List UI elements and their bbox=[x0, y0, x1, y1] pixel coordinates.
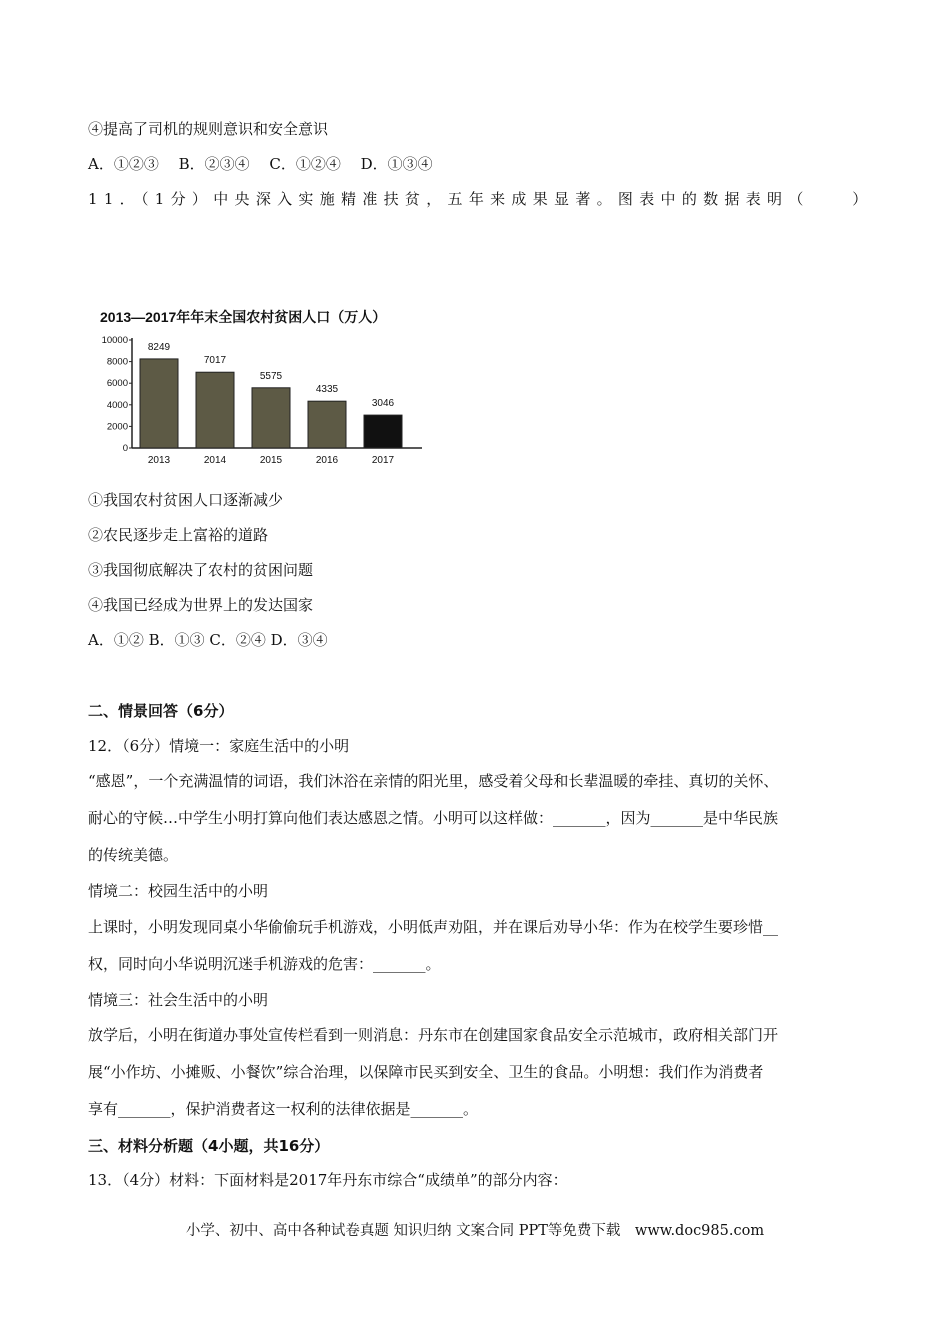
data-label-2015: 5575 bbox=[259, 370, 283, 382]
q12-scene3-line3: 享有_______，保护消费者这一权利的法律依据是_______。 bbox=[88, 1100, 479, 1118]
category-label-2016: 2016 bbox=[315, 455, 339, 466]
q11-options: A．①② B．①③ C．②④ D．③④ bbox=[88, 631, 328, 649]
q11-item-2: ②农民逐步走上富裕的道路 bbox=[88, 526, 269, 544]
q12-scene2-line1: 上课时，小明发现同桌小华偷偷玩手机游戏，小明低声劝阻，并在课后劝导小华：作为在校学生要珍惜__ bbox=[88, 918, 779, 936]
data-label-2017: 3046 bbox=[371, 398, 395, 410]
chart-title: 2013—2017年年末全国农村贫困人口（万人） bbox=[100, 309, 387, 325]
q11-item-3: ③我国彻底解决了农村的贫困问题 bbox=[88, 561, 314, 579]
category-label-2017: 2017 bbox=[371, 455, 395, 466]
q12-scene1-line3: 的传统美德。 bbox=[88, 846, 179, 864]
bar-2017 bbox=[364, 415, 402, 448]
q10-item-4: ④提高了司机的规则意识和安全意识 bbox=[88, 120, 329, 138]
data-label-2013: 8249 bbox=[147, 341, 171, 353]
data-label-2016: 4335 bbox=[315, 384, 339, 396]
category-label-2015: 2015 bbox=[259, 455, 283, 466]
q12-title: 12．（6分）情境一：家庭生活中的小明 bbox=[88, 737, 350, 755]
y-tick-label: 4000 bbox=[106, 399, 128, 411]
q11-stem: 11．（1分）中央深入实施精准扶贫，五年来成果显著。图表中的数据表明（ ） bbox=[88, 190, 874, 208]
bar-2016 bbox=[308, 401, 346, 448]
q12-scene2-title: 情境二：校园生活中的小明 bbox=[88, 882, 269, 900]
y-tick-label: 8000 bbox=[106, 356, 128, 368]
section-2-heading: 二、情景回答（6分） bbox=[88, 702, 234, 720]
bar-2014 bbox=[196, 372, 234, 448]
q12-scene3-line2: 展“小作坊、小摊贩、小餐饮”综合治理，以保障市民买到安全、卫生的食品。小明想：我们作为消费者 bbox=[88, 1063, 764, 1081]
category-label-2014: 2014 bbox=[203, 455, 227, 466]
q13-stem: 13．（4分）材料：下面材料是2017年丹东市综合“成绩单”的部分内容： bbox=[88, 1171, 568, 1189]
y-tick-label: 2000 bbox=[106, 421, 128, 433]
y-tick-label: 10000 bbox=[101, 335, 128, 346]
category-label-2013: 2013 bbox=[147, 455, 171, 466]
q12-scene1-line1: “感恩”，一个充满温情的词语，我们沐浴在亲情的阳光里，感受着父母和长辈温暖的牵挂、真切的关怀、 bbox=[88, 772, 779, 790]
data-label-2014: 7017 bbox=[203, 355, 227, 367]
q12-scene3-line1: 放学后，小明在街道办事处宣传栏看到一则消息：丹东市在创建国家食品安全示范城市，政府相关部门开 bbox=[88, 1026, 779, 1044]
q12-scene2-line2: 权，同时向小华说明沉迷手机游戏的危害：_______。 bbox=[88, 955, 441, 973]
bar-2015 bbox=[252, 388, 290, 448]
q11-item-1: ①我国农村贫困人口逐渐减少 bbox=[88, 491, 284, 509]
q12-scene3-title: 情境三：社会生活中的小明 bbox=[88, 991, 269, 1009]
poverty-bar-chart bbox=[88, 300, 428, 480]
y-tick-label: 0 bbox=[122, 443, 128, 454]
q12-scene1-line2: 耐心的守候…中学生小明打算向他们表达感恩之情。小明可以这样做：_______，因为_______是中华民族 bbox=[88, 809, 779, 827]
y-axis-ticks bbox=[102, 335, 132, 454]
category-labels bbox=[148, 455, 395, 466]
page-footer: 小学、初中、高中各种试卷真题 知识归纳 文案合同 PPT等免费下载 www.doc985.com bbox=[185, 1223, 765, 1239]
q10-options: A．①②③ B．②③④ C．①②④ D．①③④ bbox=[88, 155, 433, 173]
y-tick-label: 6000 bbox=[106, 378, 128, 390]
bar-2013 bbox=[140, 359, 178, 448]
section-3-heading: 三、材料分析题（4小题，共16分） bbox=[88, 1137, 330, 1155]
q11-item-4: ④我国已经成为世界上的发达国家 bbox=[88, 596, 314, 614]
